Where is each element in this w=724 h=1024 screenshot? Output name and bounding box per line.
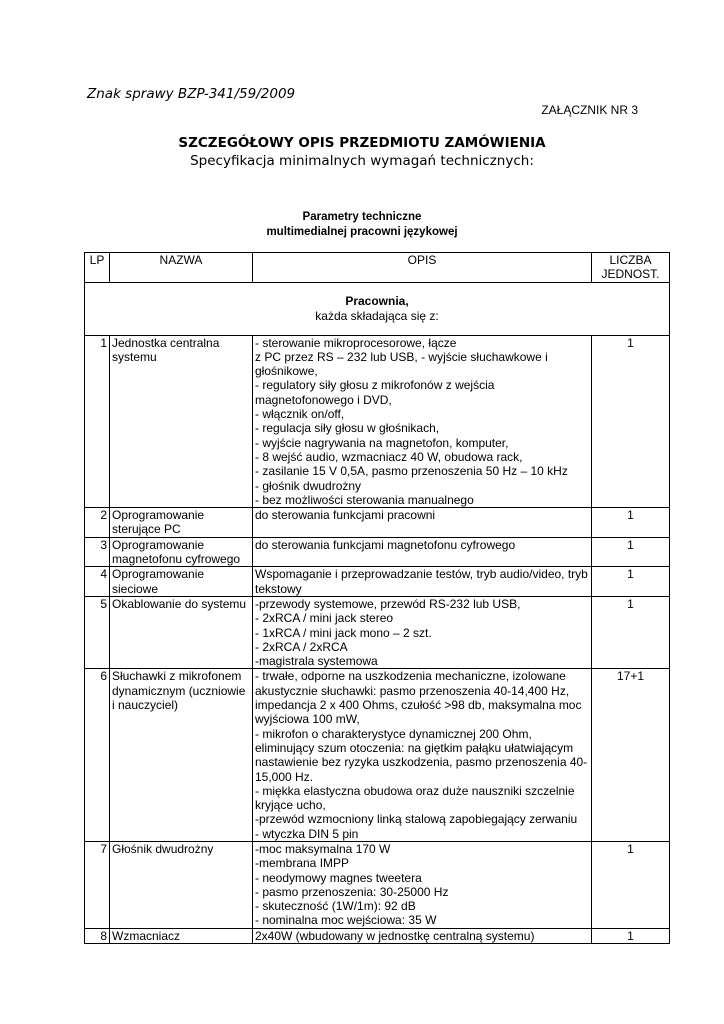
- row-quantity: 1: [592, 567, 670, 597]
- section-subtitle: każda składająca się z:: [315, 308, 439, 323]
- description-line: -membrana IMPP: [255, 856, 350, 871]
- row-quantity: 1: [592, 508, 670, 538]
- row-name: Wzmacniacz: [110, 928, 253, 943]
- row-description: [253, 596, 592, 668]
- row-name: Jednostka centralna systemu: [110, 335, 253, 508]
- caption-line-2: multimedialnej pracowni językowej: [266, 226, 458, 238]
- description-line: - regulacja siły głosu w głośnikach,: [255, 421, 440, 436]
- row-number: 8: [85, 928, 110, 943]
- description-line: - nominalna moc wejściowa: 35 W: [255, 913, 437, 928]
- header-desc: OPIS: [253, 253, 592, 283]
- row-quantity: 17+1: [592, 669, 670, 842]
- description-line: do sterowania funkcjami magnetofonu cyfrowego: [255, 537, 516, 552]
- title-line-2: Specyfikacja minimalnych wymagań technicznych:: [190, 153, 534, 169]
- description-line: - 2xRCA / mini jack stereo: [255, 611, 394, 626]
- description-line: do sterowania funkcjami pracowni: [255, 508, 436, 523]
- description-line: - głośnik dwudrożny: [255, 478, 362, 493]
- description-line: - trwałe, odporne na uszkodzenia mechaniczne, izolowane akustycznie słuchawki: pasmo przenoszenia 40-14,400 Hz, impedancja 2 x 400 Ohms, czułość >98 db, maksymalna moc wyjściowa 100 mW,: [255, 669, 582, 727]
- description-line: 2x40W (wbudowany w jednostkę centralną systemu): [255, 928, 535, 943]
- description-line: - neodymowy magnes tweetera: [255, 870, 422, 885]
- row-name: Oprogramowanie sieciowe: [110, 567, 253, 597]
- table-header-row: [85, 253, 670, 283]
- table-row: [85, 841, 670, 928]
- description-line: - włącznik on/off,: [255, 407, 345, 422]
- description-line: - 2xRCA / 2xRCA: [255, 639, 348, 654]
- table-row: [85, 669, 670, 842]
- table-caption: [0, 210, 724, 240]
- table-row: [85, 596, 670, 668]
- row-description: [253, 928, 592, 943]
- row-quantity: 1: [592, 596, 670, 668]
- header-lp: LP: [85, 253, 110, 283]
- section-title: Pracownia,: [345, 294, 409, 309]
- table-row: [85, 508, 670, 538]
- annex-label: ZAŁĄCZNIK NR 3: [541, 103, 638, 117]
- description-line: z PC przez RS – 232 lub USB, - wyjście słuchawkowe i głośnikowe,: [255, 349, 548, 379]
- description-line: - 1xRCA / mini jack mono – 2 szt.: [255, 625, 432, 640]
- description-line: - zasilanie 15 V 0,5A, pasmo przenoszenia 50 Hz – 10 kHz: [255, 464, 568, 479]
- section-row: [85, 282, 670, 335]
- row-number: 6: [85, 669, 110, 842]
- row-number: 5: [85, 596, 110, 668]
- header-name: NAZWA: [110, 253, 253, 283]
- description-line: - sterowanie mikroprocesorowe, łącze: [255, 335, 457, 350]
- description-line: - miękka elastyczna obudowa oraz duże nauszniki szczelnie kryjące ucho,: [255, 783, 575, 813]
- description-line: - wtyczka DIN 5 pin: [255, 826, 359, 841]
- title-line-1: SZCZEGÓŁOWY OPIS PRZEDMIOTU ZAMÓWIENIA: [178, 135, 546, 151]
- row-quantity: 1: [592, 537, 670, 567]
- table-row: [85, 928, 670, 943]
- row-number: 4: [85, 567, 110, 597]
- table-row: [85, 567, 670, 597]
- row-quantity: 1: [592, 841, 670, 928]
- description-line: - pasmo przenoszenia: 30-25000 Hz: [255, 884, 449, 899]
- description-line: -przewód wzmocniony linką stalową zapobiegający zerwaniu: [255, 812, 578, 827]
- row-number: 2: [85, 508, 110, 538]
- row-name: Oprogramowanie sterujące PC: [110, 508, 253, 538]
- row-description: [253, 567, 592, 597]
- row-number: 3: [85, 537, 110, 567]
- description-line: - 8 wejść audio, wzmacniacz 40 W, obudowa rack,: [255, 449, 523, 464]
- row-description: [253, 669, 592, 842]
- header-qty-line-2: JEDNOST.: [601, 267, 660, 282]
- section-cell: [85, 282, 670, 335]
- row-description: [253, 335, 592, 508]
- row-quantity: 1: [592, 928, 670, 943]
- table-row: [85, 335, 670, 508]
- row-name: Słuchawki z mikrofonem dynamicznym (uczniowie i nauczyciel): [110, 669, 253, 842]
- description-line: Wspomaganie i przeprowadzanie testów, tryb audio/video, tryb tekstowy: [255, 567, 588, 596]
- row-quantity: 1: [592, 335, 670, 508]
- header-qty-line-1: LICZBA: [609, 253, 652, 267]
- description-line: - mikrofon o charakterystyce dynamicznej 200 Ohm, eliminujący szum otoczenia: na giętkim pałąku ułatwiającym nastawienie bez ryzyka uszkodzenia, pasmo przenoszenia 40-15,000 Hz.: [255, 726, 588, 784]
- description-line: - skuteczność (1W/1m): 92 dB: [255, 899, 416, 914]
- description-line: - bez możliwości sterowania manualnego: [255, 492, 474, 507]
- description-line: -przewody systemowe, przewód RS-232 lub USB,: [255, 596, 521, 611]
- header-qty: [592, 253, 670, 283]
- row-description: [253, 508, 592, 538]
- document-title: [0, 134, 724, 170]
- description-line: - regulatory siły głosu z mikrofonów z wejścia magnetofonowego i DVD,: [255, 378, 495, 407]
- specification-table: [84, 252, 670, 944]
- table-row: [85, 537, 670, 567]
- row-description: [253, 841, 592, 928]
- description-line: -moc maksymalna 170 W: [255, 841, 391, 856]
- case-reference: Znak sprawy BZP-341/59/2009: [87, 86, 296, 102]
- row-number: 1: [85, 335, 110, 508]
- description-line: - wyjście nagrywania na magnetofon, komputer,: [255, 435, 509, 450]
- row-number: 7: [85, 841, 110, 928]
- row-name: Oprogramowanie magnetofonu cyfrowego: [110, 537, 253, 567]
- row-name: Okablowanie do systemu: [110, 596, 253, 668]
- caption-line-1: Parametry techniczne: [302, 211, 422, 223]
- row-name: Głośnik dwudrożny: [110, 841, 253, 928]
- description-line: -magistrala systemowa: [255, 654, 378, 669]
- row-description: [253, 537, 592, 567]
